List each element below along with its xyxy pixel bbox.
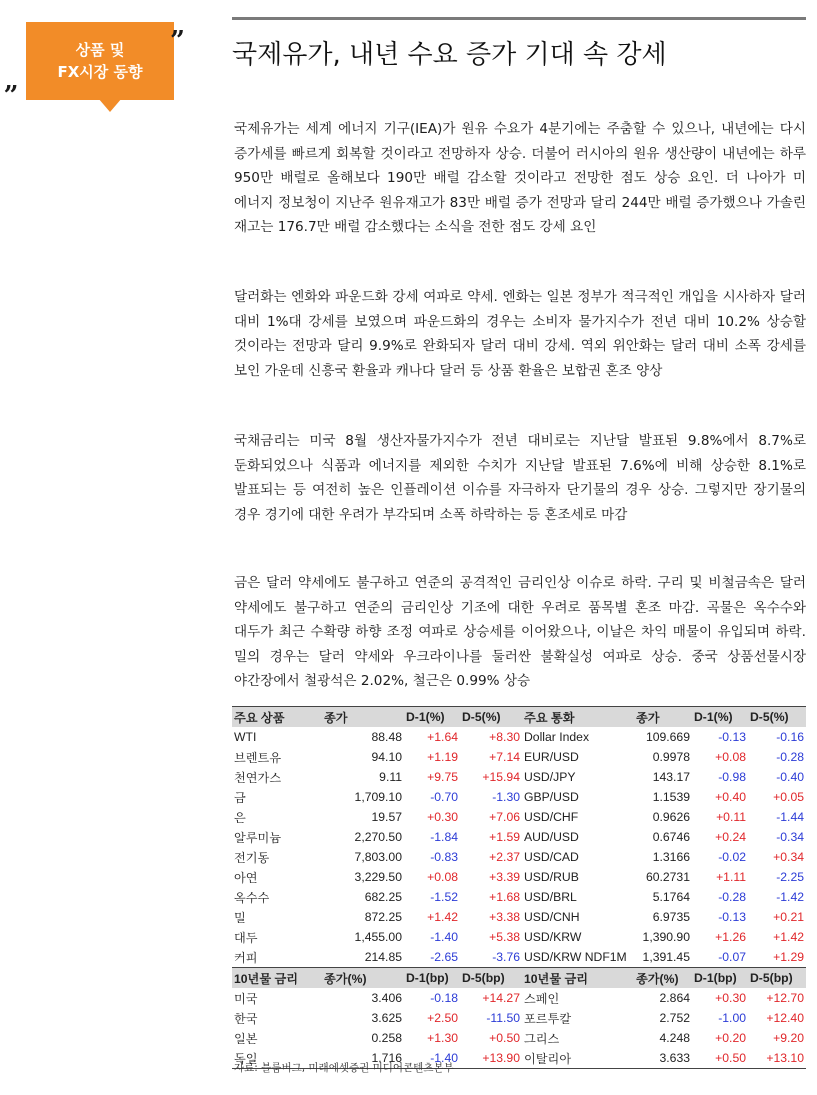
table-cell: -1.40 — [404, 1048, 460, 1069]
table-cell: 알루미늄 — [234, 830, 282, 845]
table-cell: +0.11 — [716, 810, 746, 824]
table-cell: +15.94 — [482, 770, 520, 784]
table-cell: 1.716 — [322, 1048, 404, 1069]
table-row — [232, 907, 806, 927]
table-cell: +2.50 — [427, 1011, 458, 1025]
table-cell: -0.07 — [718, 950, 746, 964]
table-cell: +7.14 — [489, 750, 520, 764]
table-cell: -0.34 — [776, 830, 804, 844]
table-cell: -1.30 — [492, 790, 520, 804]
table-cell: +13.10 — [748, 1048, 806, 1069]
table-cell: 88.48 — [371, 730, 402, 744]
table-cell: 60.2731 — [645, 870, 690, 884]
table-cell: 9.11 — [379, 770, 402, 784]
table-cell: -1.44 — [776, 810, 804, 824]
table-row — [232, 1028, 806, 1048]
table-header-cell: 주요 상품 — [232, 707, 322, 728]
badge-line2: FX시장 동향 — [57, 63, 143, 81]
table-cell: 19.57 — [371, 810, 402, 824]
table-cell: 4.248 — [659, 1031, 690, 1045]
table-cell: +1.59 — [489, 830, 520, 844]
table-cell: 천연가스 — [234, 770, 282, 785]
rates-header-cell: D-5(bp) — [460, 968, 522, 989]
table-cell: +1.26 — [715, 930, 746, 944]
table-cell: -11.50 — [486, 1011, 520, 1025]
table-cell: -0.83 — [430, 850, 458, 864]
table-cell: +8.30 — [489, 730, 520, 744]
table-cell: +1.19 — [427, 750, 458, 764]
table-cell: +1.64 — [427, 730, 458, 744]
table-cell: 109.669 — [645, 730, 690, 744]
table-cell: 은 — [234, 810, 246, 825]
table-cell: +3.39 — [489, 870, 520, 884]
section-badge — [16, 22, 176, 102]
market-table — [232, 706, 806, 1069]
table-cell: 이탈리아 — [522, 1048, 634, 1069]
table-header-cell: 종가 — [634, 707, 692, 728]
table-cell: -1.40 — [430, 930, 458, 944]
table-cell: 독일 — [232, 1048, 322, 1069]
table-cell: 대두 — [234, 930, 258, 945]
table-cell: -0.98 — [718, 770, 746, 784]
table-cell: +0.50 — [489, 1031, 520, 1045]
table-cell: 일본 — [234, 1031, 258, 1046]
badge-tail — [98, 98, 122, 112]
table-cell: 전기동 — [234, 850, 270, 865]
table-cell: +1.42 — [427, 910, 458, 924]
table-cell: 1,390.90 — [642, 930, 690, 944]
rates-header-cell: 종가(%) — [322, 968, 404, 989]
table-cell: +0.30 — [427, 810, 458, 824]
table-cell: 1.3166 — [652, 850, 690, 864]
table-row — [232, 747, 806, 767]
table-cell: USD/RUB — [524, 870, 579, 884]
table-cell: GBP/USD — [524, 790, 579, 804]
table-cell: +9.20 — [773, 1031, 804, 1045]
table-cell: -0.13 — [718, 730, 746, 744]
table-row — [232, 767, 806, 787]
table-cell: -0.70 — [430, 790, 458, 804]
table-cell: +3.38 — [489, 910, 520, 924]
table-cell: 0.258 — [371, 1031, 402, 1045]
table-header-cell: 종가 — [322, 707, 404, 728]
quote-open-icon: „ — [4, 66, 19, 96]
table-row — [232, 947, 806, 968]
table-cell: +0.30 — [715, 991, 746, 1005]
table-cell: 7,803.00 — [354, 850, 402, 864]
table-cell: 0.9626 — [652, 810, 690, 824]
table-cell: +1.11 — [716, 870, 746, 884]
rates-header-cell: D-1(bp) — [692, 968, 748, 989]
table-cell: 3,229.50 — [354, 870, 402, 884]
paragraph-fx: 달러화는 엔화와 파운드화 강세 여파로 약세. 엔화는 일본 정부가 적극적인 개입을 시사하자 달러 대비 1%대 강세를 보였으며 파운드화의 경우는 소비자 물가지수가 전년 대비 10.2% 상승할 것이라는 전망과 달리 9.9%로 완화되자 달러 대비 강세. 역외 위안화는 달러 대비 소폭 강세를 보인 가운데 신흥국 환율과 캐나다 달러 등 상품 환율은 보합권 혼조 양상 — [234, 289, 806, 379]
table-row — [232, 827, 806, 847]
table-cell: Dollar Index — [524, 730, 590, 744]
rates-header-cell: D-1(bp) — [404, 968, 460, 989]
table-cell: +9.75 — [427, 770, 458, 784]
table-header-cell: D-1(%) — [404, 707, 460, 728]
table-cell: -1.84 — [430, 830, 458, 844]
table-cell: -0.02 — [718, 850, 746, 864]
table-cell: +12.70 — [766, 991, 804, 1005]
table-row — [232, 847, 806, 867]
table-cell: -0.16 — [776, 730, 804, 744]
page-title: 국제유가, 내년 수요 증가 기대 속 강세 — [232, 40, 667, 70]
table-cell: 커피 — [234, 950, 258, 965]
table-cell: +0.05 — [773, 790, 804, 804]
table-cell: 금 — [234, 790, 246, 805]
table-cell: 94.10 — [371, 750, 402, 764]
table-cell: 872.25 — [364, 910, 402, 924]
table-cell: 1.1539 — [652, 790, 690, 804]
table-cell: -0.28 — [718, 890, 746, 904]
title-rule — [232, 17, 806, 20]
table-cell: +0.50 — [692, 1048, 748, 1069]
table-cell: +0.08 — [715, 750, 746, 764]
table-cell: +0.20 — [715, 1031, 746, 1045]
table-cell: 한국 — [234, 1011, 258, 1026]
table-cell: -2.25 — [776, 870, 804, 884]
table-cell: 미국 — [234, 991, 258, 1006]
table-cell: +1.68 — [489, 890, 520, 904]
paragraph-oil: 국제유가는 세계 에너지 기구(IEA)가 원유 수요가 4분기에는 주춤할 수 있으나, 내년에는 다시 증가세를 빠르게 회복할 것이라고 전망하자 상승. 더불어 러시아의 원유 생산량이 내년에는 하루 950만 배럴로 올해보다 190만 배럴 감소할 것이라고 전망한 점도 상승 요인. 더 나아가 미 에너지 정보청이 지난주 원유재고가 83만 배럴 증가 전망과 달리 244만 배럴 증가했으나 가솔린 재고는 176.7만 배럴 감소했다는 소식을 전한 점도 강세 요인 — [234, 121, 806, 235]
table-cell: +1.42 — [773, 930, 804, 944]
table-cell: USD/KRW NDF1M — [524, 950, 627, 964]
table-cell: 6.9735 — [652, 910, 690, 924]
table-cell: +12.40 — [766, 1011, 804, 1025]
table-cell: 3.625 — [371, 1011, 402, 1025]
table-cell: USD/CHF — [524, 810, 579, 824]
table-header-row — [232, 707, 806, 728]
table-cell: 0.6746 — [652, 830, 690, 844]
table-cell: USD/BRL — [524, 890, 577, 904]
table-cell: +7.06 — [489, 810, 520, 824]
table-header-cell: D-5(%) — [460, 707, 522, 728]
badge-line1: 상품 및 — [75, 41, 125, 59]
table-row — [232, 887, 806, 907]
table-row — [232, 867, 806, 887]
table-row — [232, 927, 806, 947]
table-row — [232, 988, 806, 1008]
table-cell: USD/KRW — [524, 930, 582, 944]
table-cell: +0.24 — [715, 830, 746, 844]
table-cell: 밀 — [234, 910, 246, 925]
table-cell: -3.76 — [492, 950, 520, 964]
table-cell: -1.00 — [718, 1011, 746, 1025]
table-cell: 2,270.50 — [354, 830, 402, 844]
table-cell: 아연 — [234, 870, 258, 885]
table-cell: -0.13 — [718, 910, 746, 924]
table-cell: -0.18 — [430, 991, 458, 1005]
table-cell: -2.65 — [430, 950, 458, 964]
table-cell: 3.633 — [634, 1048, 692, 1069]
table-cell: +2.37 — [489, 850, 520, 864]
table-cell: 214.85 — [364, 950, 402, 964]
table-cell: 143.17 — [652, 770, 690, 784]
table-cell: -0.28 — [776, 750, 804, 764]
table-cell: 스페인 — [524, 991, 560, 1006]
table-cell: 2.864 — [659, 991, 690, 1005]
table-cell: 포르투칼 — [524, 1011, 572, 1026]
table-header-cell: D-1(%) — [692, 707, 748, 728]
table-header-cell: D-5(%) — [748, 707, 806, 728]
table-cell: +0.34 — [773, 850, 804, 864]
table-cell: +13.90 — [460, 1048, 522, 1069]
table-row — [232, 787, 806, 807]
table-cell: 5.1764 — [652, 890, 690, 904]
table-cell: +5.38 — [489, 930, 520, 944]
source-note: 자료: 블룸버그, 미래에셋증권 미디어콘텐츠본부 — [234, 1062, 454, 1074]
table-cell: USD/CNH — [524, 910, 580, 924]
table-cell: 682.25 — [364, 890, 402, 904]
paragraph-metals: 금은 달러 약세에도 불구하고 연준의 공격적인 금리인상 이슈로 하락. 구리 및 비철금속은 달러 약세에도 불구하고 연준의 금리인상 기조에 대한 우려로 품목별 혼조 마감. 곡물은 옥수수와 대두가 최근 수확량 하향 조정 여파로 상승세를 이어왔으나, 이날은 차익 매물이 유입되며 하락. 밀의 경우는 달러 약세와 우크라이나를 둘러싼 불확실성 여파로 상승. 중국 상품선물시장 야간장에서 철광석은 2.02%, 철근은 0.99% 상승 — [234, 575, 806, 689]
table-cell: 0.9978 — [652, 750, 690, 764]
table-cell: 1,709.10 — [354, 790, 402, 804]
table-cell: -1.42 — [776, 890, 804, 904]
table-cell: +0.08 — [427, 870, 458, 884]
table-header-cell: 주요 통화 — [522, 707, 634, 728]
badge-box — [26, 22, 174, 100]
table-cell: 그리스 — [524, 1031, 560, 1046]
table-cell: 1,391.45 — [642, 950, 690, 964]
rates-header-cell: 10년물 금리 — [522, 968, 634, 989]
quote-close-icon: ” — [170, 26, 185, 56]
rates-header-cell: 10년물 금리 — [232, 968, 322, 989]
table-cell: EUR/USD — [524, 750, 579, 764]
table-cell: -1.52 — [430, 890, 458, 904]
table-cell: +1.29 — [773, 950, 804, 964]
table-cell: USD/JPY — [524, 770, 576, 784]
table-cell: +1.30 — [427, 1031, 458, 1045]
paragraph-rates: 국채금리는 미국 8월 생산자물가지수가 전년 대비로는 지난달 발표된 9.8%에서 8.7%로 둔화되었으나 식품과 에너지를 제외한 수치가 지난달 발표된 7.6%에 비해 상승한 8.1%로 발표되는 등 여전히 높은 인플레이션 이슈를 자극하자 단기물의 경우 상승. 그렇지만 장기물의 경우 경기에 대한 우려가 부각되며 소폭 하락하는 등 혼조세로 마감 — [234, 433, 806, 523]
rates-header-cell: 종가(%) — [634, 968, 692, 989]
table-cell: 브렌트유 — [234, 750, 282, 765]
table-cell: +0.40 — [715, 790, 746, 804]
table-row — [232, 807, 806, 827]
table-cell: 3.406 — [371, 991, 402, 1005]
table-cell: USD/CAD — [524, 850, 579, 864]
rates-header-cell: D-5(bp) — [748, 968, 806, 989]
table-cell: AUD/USD — [524, 830, 579, 844]
table-row — [232, 727, 806, 747]
table-cell: +14.27 — [482, 991, 520, 1005]
table-cell: 1,455.00 — [354, 930, 402, 944]
rates-header-row — [232, 968, 806, 989]
table-row — [232, 1008, 806, 1028]
table-cell: +0.21 — [773, 910, 804, 924]
table-cell: 옥수수 — [234, 890, 270, 905]
table-cell: 2.752 — [659, 1011, 690, 1025]
table-cell: -0.40 — [776, 770, 804, 784]
table-cell: WTI — [234, 730, 257, 744]
